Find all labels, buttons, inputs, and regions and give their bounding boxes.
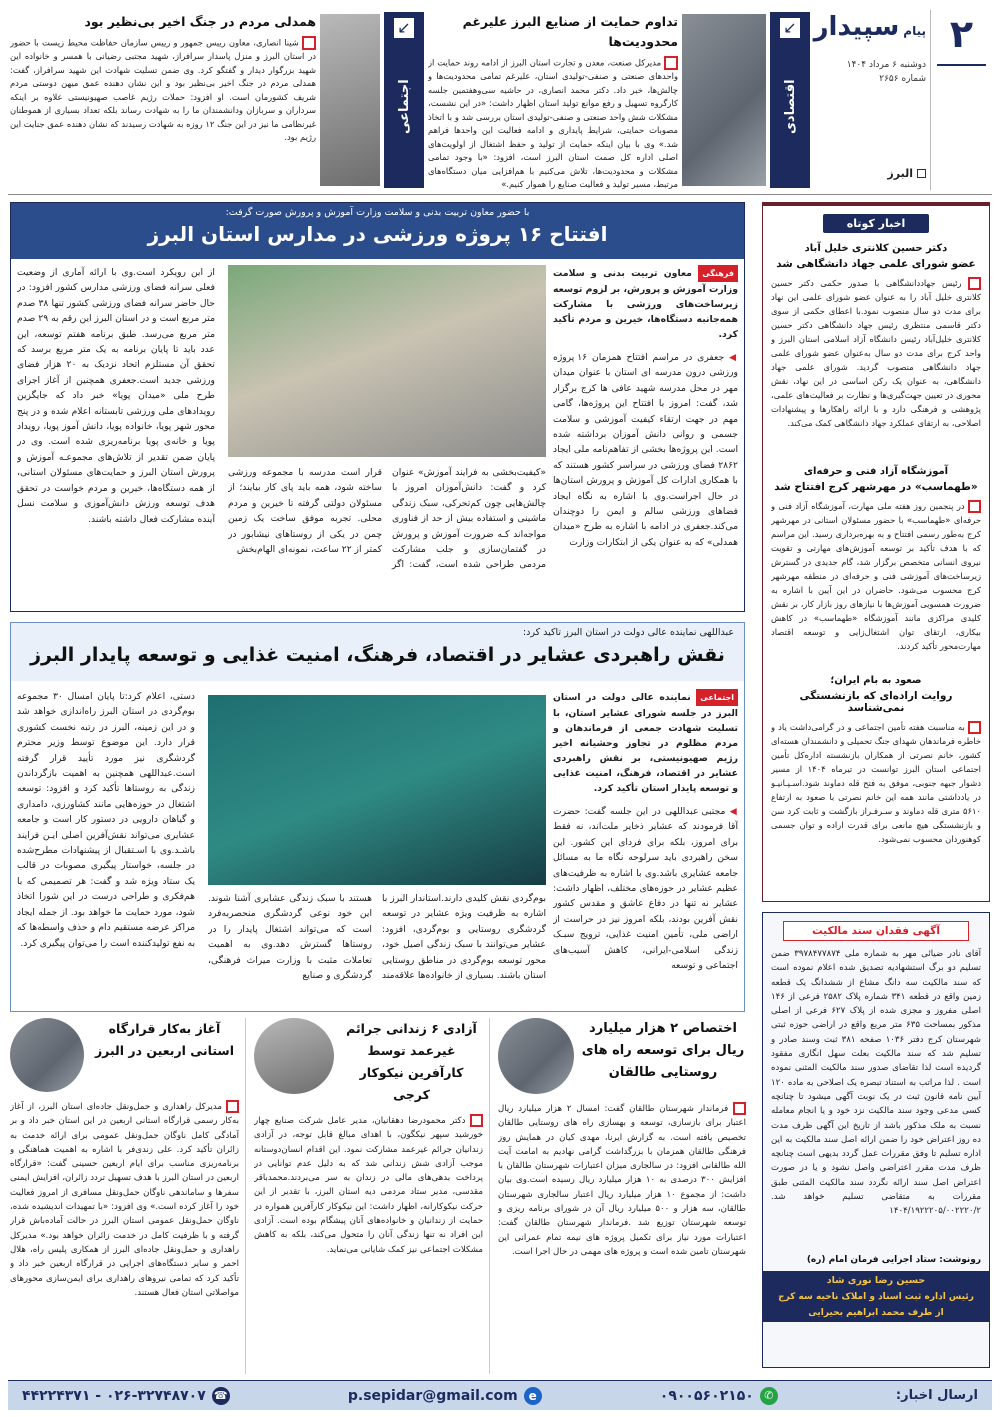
email-address[interactable]: p.sepidar@gmail.com: [347, 1387, 518, 1404]
sports-title: افتتاح ۱۶ پروژه ورزشی در مدارس استان البرز: [147, 222, 608, 246]
arrow-icon: [968, 277, 981, 290]
brief-3-body: به مناسبت هفته تأمین اجتماعی و در گرامی‌داشت یاد و خاطره فرماندهان شهدای جنگ تحمیلی و دانشمندان هسته‌ای کشور، خانم نصرتی از همکاران بازنشسته اداره‌کل تأمین اجتماعی استان البرز توانست در تیرماه ۱۴۰۴ از مسیر دشوار جبهه جنوبی، موفق به فتح قله دماوند شود.اسـپـانیـو در یادداشتی مانند همه این خانم نصرتی با صعود به ارتفاع ۵۶۱۰ متری قله دماوند و سـرفـراز بازگشت و ثابت کرد سن و بازنشستگی هیچ مانعی برای قدرت اراده و توان جسمی کوهنوردان محسوب نمی‌شود.: [771, 722, 981, 844]
arrow-down-icon: ↙: [780, 18, 800, 38]
ad-body: آقای نادر ضیائی مهر به شماره ملی ۳۹۷۸۴۷۷۸۷۴ ضمن تسلیم دو برگ استشهادیه تصدیق شده اعلام نموده است که سند مالکیت سه دانگ مشاع از ششدانگ یک قطعه زمین واقع در قطعه ۳۴۱ شماره پلاک ۲۵۸۲ فرعی از ۱۴۶ اصلی مفروز و مجزی شده از پلاک ۶۲۷ فرعی از اصلی مذکور بمساحت ۶۳۵ متر مربع واقع در اراضی حوزه ثبتی شهرستان کرج دفتر ۱۰۳۶ صفحه ۳۸۱ ثبت وسند صادر و تسلیم شد که سند مالکیت بعلت سهل انگاری مفقود گردیده است لذا تقاضای صدور سند مالکیت المثنی نموده است . لذا مراتب به استناد تبصره یک اصلاحی به ماده ۱۲۰ آیین نامه قانون ثبت در یک نوبت آگهی میشود تا چنانچه کسی مدعی وجود سند مالکیت نزد خود و یا انجام معامله نسبت به ملک مذکور باشد از تاریخ این آگهی ظرف مدت ده روز اعتراض خود را ضمن ارائه اصل سند مالکیت به این اداره تسلیم تا وفق مقررات عمل گردد بدیهی است چنانچه ظرف مدت مقرر اعتراضی واصل نشود و یا در صورت اعتراض اصل سند ارائه نگردد سند مالکیت المثنی طبق مقررات به متقاضی تسلیم خواهد شد. ۱۴۰۴/۱۹۲۲۲۰۵/۰۰۲۲۲۰/۲: [771, 949, 981, 1217]
n2-title: آزادی ۶ زندانی جرائم غیرعمد توسط کارآفرین نیکوکار کرجی: [346, 1021, 477, 1102]
arrow-icon: [226, 1100, 239, 1113]
arrow-down-icon: ↙: [394, 18, 414, 38]
ad-footer-label: رونوشت: ستاد اجرایی فرمان امام (ره): [806, 1255, 981, 1265]
sports-col2: «کیفیت‌بخشی به فرایند آموزش» عنوان کرد و گفت: دانش‌آموزان امروز با چالش‌هایی چون کم‌تحرکی، سبک زندگی ماشینی و استفاده بیش از حد از فناوری مواجه‌اند کـه ضرورت آموزش و پرورش در گفتمان‌سازی و جلب مشارکت مردمی طراحی شده است، گفت: اگر قرار است مدرسه با مجموعه ورزشی ساخته شود، همه باید پای کار بیایند؛ از مسئولان دولتی گرفته تا خیرین و مردم محلی. تجربه موفق ساخت یک زمین چمن در یکی از روستاهای نیشابور در کمتر از ۲۲ ساعت، نمونه‌ای الهام‌بخش: [228, 467, 546, 571]
brief-news-header: اخبار کوتاه: [823, 214, 929, 233]
section-tag: اجتماعی: [696, 689, 738, 706]
sports-lead: معاون تربیت بدنی و سلامت وزارت آموزش و پرورش، بر لزوم توسعه زیرساخت‌های ورزشی با مشارکت همه‌جانبه دستگاه‌ها، خیرین و مردم تأکید کرد.: [553, 268, 738, 340]
ad-signer: حسین رضا نوری شاد: [826, 1275, 926, 1286]
brief-1-title-a: دکتر حسین کلانتری خلیل آباد: [804, 243, 948, 254]
n3-portrait-photo: [10, 1018, 84, 1092]
email-icon: e: [524, 1387, 542, 1405]
top-news-photo: [682, 14, 766, 186]
n2-body: دکتر محمودرضا دهقانیان، مدیر عامل شرکت صنایع چهار خورشید سپهر نیکگون، با اهدای مبالغ قابل توجه، در آزادی زندانیان جرائم غیرعمد مشارکت نمود. این اقدام انسان‌دوستانه موجب آزادی شش زندانی شد که به دلیل عدم توانایی در پرداخت بدهی‌های مالی در زندان به سر می‌بردند.محمدباقر مقدسی، مدیر ستاد مردمی دیه استان البرز، با تقدیر از این حرکت نیکوکارانه، اظهار داشت: این نیکوکار کارآفرین همواره در حمایت از زندانیان و خانواده‌های آنان پیشگام بوده است. آزادی این افراد نه تنها زندگی آنان را متحول می‌کند، بلکه به کاهش مشکلات اجتماعی نیز کمک شایانی می‌نماید.: [254, 1116, 483, 1255]
section-tag: فرهنگی: [698, 265, 738, 282]
tribes-col3: دستی، اعلام کرد:تا پایان امسال ۳۰ مجموعه بوم‌گردی در استان البرز راه‌اندازی خواهد شد و در این زمینه، البرز در رتبه نخست کشوری قرار دارد. این موضوع توسط وزیر محترم گردشگری نیز مورد تأیید قرار گرفته است.عبداللهی همچنین به اهمیت بازگرداندن زندگی به روستاها تأکید کرد و افزود: توسعه اشتغال در حوزه‌هایی مانند کشاورزی، دامداری و گیاهان دارویی در دستور کار است و جامعه عشایری می‌تواند نقش‌آفرین اصلی ایـن فرایند باشـد.وی با اسـتقبال از پیشنهادات مطرح‌شده در جلسه، خواستار پیگیری مصوبات در قالب یک ستاد ویژه شد و گفت: هر تصمیمی که با هم‌فکری و طراحی درست در این شورا اتخاذ شود، مورد حمایت ما خواهد بود. از جمله ایجاد مراکز عرضه مستقیم دام و حذف واسطه‌ها که به نفع تولیدکننده است را می‌توان پیگیری کرد.: [17, 691, 195, 949]
sports-col3: از این رویکرد است.وی با ارائه آماری از وضعیت فعلی سرانه فضای ورزشی مدارس کشور افزود: در حال حاضر سرانه فضای ورزشی کشور تنها ۳۸ صدم متر مربع است و در استان البرز این رقم به ۲۹ صدم متر مربع می‌رسد. طبق برنامه هفتم توسعه، این عدد باید تا پایان برنامه به یک متر مربع برسد که تحقق آن مستلزم اتحاد نزدیک به ۲۰ هزار فضای ورزشی جدید است.جعفری همچنین از آغاز اجرای طرح ملی «میدان پویا» خبر داد که جایگزین رویدادهای ملی ورزشی تابستانه اعلام شده و در پنج محور شهر پویا، خانواده پویا، دانش آموز پویا، رویداد پویا و خانه‌ی پویا برنامه‌ریزی شده است. وی در پایان ضمن تقدیر از تلاش‌های مجموعـه آموزش و پرورش استان البرز و حمایت‌های مسئولان استانی، از همه دستگاه‌ها، خیرین و مردم خواست در تحقق هدف توسعه ورزش دانش‌آموزی و سلامت نسل آینده مشارکت فعال داشته باشند.: [17, 267, 215, 525]
n1-portrait-photo: [498, 1018, 574, 1094]
n3-title: آغاز به‌کار قرارگاه استانی اربعین در البرز: [94, 1021, 234, 1058]
issue-date: دوشنبه ۶ مرداد ۱۴۰۴: [846, 60, 926, 70]
masthead-divider: [8, 194, 992, 195]
footer-bar: [8, 1380, 992, 1410]
n3-body: مدیرکل راهداری و حمل‌ونقل جاده‌ای استان البرز، از آغاز به‌کار رسمی قرارگاه استانی اربعین در این استان خبر داد و بر آمادگی کامل ناوگان حمل‌ونقل عمومی برای ارائه خدمت به زائران تأکید کرد. علی زندی‌فر با اشاره به اهمیت هماهنگی و برنامه‌ریزی مناسب برای ایام اربعین حسینی گفت: «قرارگاه اربعین در استان البرز با هدف تسهیل تردد زائران، افزایش ایمنی سفرها و ساماندهی ناوگان حمل‌ونقل مسافری از امروز فعالیت خود را آغاز کرده است.» وی افزود: «با تمهیدات اندیشیده شده، ناوگان حمل‌ونقل عمومی استان البرز در حالت آماده‌باش قرار گرفته و با ظرفیت کامل در خدمت زائران خواهد بود.» مدیرکل راهداری و حمل‌ونقل جاده‌ای البرز از همکاری پلیس راه، هلال احمر و سایر دستگاه‌های اجرایی در قرارگاه اربعین خبر داد و تأکید کرد که تمامی نیروهای راهداری برای ایمن‌سازی محورهای مواصلاتی استان فعال هستند.: [10, 1102, 239, 1298]
ribbon-cutting-photo: [228, 265, 546, 457]
n1-title: اختصاص ۲ هزار میلیارد ریال برای توسعه راه های روستایی طالقان: [581, 1021, 745, 1080]
whatsapp-icon: ✆: [760, 1387, 778, 1405]
brief-2-title-a: آموزشگاه آزاد فنی و حرفه‌ای: [803, 466, 949, 477]
page-number-rule: [937, 64, 986, 66]
region-label: البرز: [887, 167, 913, 180]
top-news-body: مدیرکل صنعت، معدن و تجارت استان البرز از ادامه روند حمایت از واحدهای صنعتی و صنفی-تولیدی استان، علیرغم تمامی محدودیت‌ها و چالش‌ها، خبر داد. دکتر محمد انصاری، در حاشیه سی‌وهفتمین جلسه کارگروه تسهیل و رفع موانع تولید استان اظهار داشت: «در این نشست، مشکلات شش واحد صنعتی و صنفی-تولیدی استان بررسی شد و با اتخاذ مصوبات حمایتی، شرایط پایداری و ادامه فعالیت این واحدها فراهم شد.» وی با بیان اینکه حمایت از تولید و حفظ اشتغال از اولویت‌های اصلی اداره کل صمت استان البرز است، افزود: «با وجود تمامی مشکلات و محدودیت‌ها، تلاش می‌کنیم با هم‌افزایی میان دستگاه‌های مرتبط، مسیر تولید و فعالیت صنایع را هموار کنیم.»: [428, 57, 678, 189]
section-label-social: اجتماعی: [396, 79, 412, 135]
whatsapp-number[interactable]: ۰۹۰۰۵۶۰۲۱۵۰: [659, 1387, 754, 1404]
square-bullet-icon: [917, 169, 926, 178]
arrow-icon: [664, 56, 678, 70]
tribes-col2: بوم‌گردی نقش کلیدی دارند.استاندار البرز با اشاره به ظرفیت ویژه عشایر در توسعه گردشگری روستایی و بوم‌گردی، افزود: عشایر می‌توانند با سبک زندگی اصیل خود، محور توسعه بوم‌گردی در مناطق روستایی استان باشند. بسیاری از خانواده‌ها علاقه‌مند هستند با سبک زندگی عشایری آشنا شوند. این خود نوعی گردشگری منحصربه‌فرد است که می‌تواند اشتغال پایدار را در روستاها گسترش دهد.وی به اهمیت تعاملات مثبت با وزارت میراث فرهنگی، گردشگری و صنایع: [208, 893, 546, 982]
tribes-col1: مجتبی عبداللهی در این جلسه گفت: حضرت آقا فرمودند که عشایر ذخایر ملت‌اند، نه فقط برای امروز، بلکه برای فردای این کشور. این سخن راهبردی باید سرلوحه نگاه ما به مسائل جامعه عشایری باشد.وی با اشاره به ظرفیت‌های عظیم عشایر در حوزه‌های مختلف، اظهار داشت: عشایر نه تنها در دفاع عاشق و مقدس کشور نقش آفرین بودند، بلکه امروز نیز در حراست از اراضی ملی، تأمین امنیت غذایی، ترویج سبـک زندگی اسلامی-ایرانی، کاهش آسیب‌های اجتماعی و توسعه: [553, 806, 738, 972]
brief-1-title-b: عضو شورای علمی جهاد دانشگاهی شد: [776, 258, 976, 270]
arrow-icon: ◀: [729, 806, 738, 817]
issue-number: شماره ۲۶۵۶: [879, 74, 926, 84]
arrow-icon: [968, 721, 981, 734]
official-portrait-photo: [208, 695, 546, 885]
tribes-lead: نماینده عالی دولت در استان البرز در جلسه شورای عشایر استان، با تسلیت شهادت جمعی از فرماندهان و مردم مظلوم در تجاوز وحشیانه اخیر رژیم صهیونیستی، بر نقش راهبردی عشایر در اقتصاد، فرهنگ، امنیت غذایی و توسعه پایدار استان تأکید کرد.: [553, 692, 738, 794]
brief-3-title-a: صعود به بام ایران؛: [830, 675, 922, 686]
arrow-icon: [733, 1102, 746, 1115]
ad-on-behalf: از طرف محمد ابراهیم بحیرایی: [808, 1308, 944, 1318]
n1-body: فرماندار شهرستان طالقان گفت: امسال ۲ هزار میلیارد ریال اعتبار برای بازسازی، توسعه و بهسازی راه های روستایی طالقان تخصیص یافته است. به گزارش ایرنا، مهدی کیان در همایش روز فرهنگی طالقان همزمان با بزرگداشت گرامی نهادیم به امامت آیت الله طالقانی افزود: در سالجاری میزان اعتبارات شهرستان طالقان با افزایش ۳۰۰ درصدی به ۱۰ هزار میلیارد ریال رسیده است.وی بیان داشت: از مجموع ۱۰ هزار میلیارد ریال اعتبار سالجاری شهرستان طالقان، سه هزار و ۵۰۰ میلیارد ریال آن در شورای برنامه ریزی و توسعه شهرستان توزیع شد .فرماندار شهرستان طالقان گفت: اعتبارات مورد نیاز برای تکمیل پروژه های نیمه تمام عمرانی این شهرستان تامین شده است و پروژه های مهمی در حال اجرا است.: [498, 1104, 746, 1257]
logo: سپیدار: [813, 12, 900, 42]
arrow-icon: ◀: [729, 352, 738, 363]
brief-2-title-b: «طهماسب» در مهرشهر کرج افتتاح شد: [774, 481, 978, 493]
logo-small: پیام: [903, 24, 926, 38]
empathy-news-photo: [320, 14, 380, 186]
phone-numbers[interactable]: ۰۲۶-۳۲۷۴۸۷۰۷ - ۴۴۲۲۴۳۷۱: [22, 1387, 206, 1404]
ad-signer-title: رئیس اداره ثبت اسناد و املاک ناحیه سه کرج: [778, 1292, 974, 1302]
empathy-news-body: شینا انصاری، معاون رییس جمهور و رییس سازمان حفاظت محیط زیست با حضور در استان البرز و منزل پاسدار سرافراز، شهید مجتبی رضیانی با همسر و خانواده این شهید بزرگوار دیدار و گفتگو کرد. وی ضمن تسلیت شهادت این شهید سرافراز، گفت: همدلی مردم در جنگ اخیر بی‌نظیر بود و این نشان دهنده عمق میهن دوستی مردم شریف کشورمان است. او افزود: حملات رژیم غاصب صهیونیستی علاوه بر اینکه سرداران و سربازان ودانشمندان ما را به شهادت رساند بلکه تعداد بسیاری از هموطنان غیرنظامی ما نیز در این جنگ ۱۲ روزه به شهادت رسیدند که نشان دهنده عمق جنایت این رژیم بود.: [10, 37, 316, 142]
ad-header: آگهی فقدان سند مالکیت: [783, 921, 969, 941]
empathy-news-title: همدلی مردم در جنگ اخیر بی‌نظیر بود: [84, 14, 316, 29]
arrow-icon: [302, 36, 316, 50]
sports-kicker: با حضور معاون تربیت بدنی و سلامت وزارت آموزش و پرورش صورت گرفت:: [225, 207, 530, 218]
arrow-icon: [968, 500, 981, 513]
page-number: ۲: [949, 12, 974, 56]
tribes-title: نقش راهبردی عشایر در اقتصاد، فرهنگ، امنیت غذایی و توسعه پایدار البرز: [30, 644, 725, 666]
brief-2-body: در پنجمین روز هفته ملی مهارت، آموزشگاه آزاد فنی و حرفه‌ای «طهماسب» با حضور مسئولان استانی در مهرشهر کرج به‌طور رسمی افتتاح و به بهره‌برداری رسید. این مراسم که با هدف تأکید بر توسعه آموزش‌های مهارتی و تقویت نیروی انسانی متخصص برگزار شد، گام جدیدی در گسترش زیرساخت‌های آموزشی فنی و حرفه‌ای در منطقه مهرشهر کرج محسوب می‌شود. حاضران در این آیین با اشاره به ضرورت همسویی آموزش‌ها با نیازهای روز بازار کار، بر نقش کلیدی مراکزی مانند آموزشگاه «طهماسب» در کاهش بیکاری، ارتقای توان اشتغال‌زایی و توسعه اقتصاد مهارت‌محور تأکید کردند.: [771, 501, 981, 651]
tribes-kicker: عبداللهی نماینده عالی دولت در استان البرز تاکید کرد:: [522, 627, 734, 638]
section-label-economic: اقتصادی: [782, 79, 798, 135]
brief-1-body: رئیس جهاددانشگاهی با صدور حکمی دکتر حسین کلانتری خلیل آباد را به عنوان عضو شورای علمی این نهاد برای مدت دو سال منصوب نمود.با اعطای حکمی از سوی دکتر قاسمی منتظری رئیس جهاد دانشگاهی دکتر حسین کلانتری خلیل‌آباد رئیس دانشگاه آزاد اسلامی استان البرز و واحد کرج برای مدت دو سال به‌عنوان عضو شورای علمی جهاد دانشگاهی منصوب گردید. شورای علمی جهاد دانشگاهی، به عنوان یک رکن اساسی در این نهاد، نقش محوری در تعیین جهت‌گیری‌ها و نظارت بر فعالیت‌های علمی، پژوهشی و فرهنگی دارد و با ارائه راهکارها و پیشنهادات اصلاحی، به ارتقای عملکرد جهاد دانشگاهی کمک می‌کند.: [771, 278, 981, 428]
phone-icon: ☎: [212, 1387, 230, 1405]
sports-col1: جعفری در مراسم افتتاح همزمان ۱۶ پروژه ورزشی درون مدرسه ای استان با عنوان میدان مهر در محل مدرسه شهید عافی ها کرج برگزار شد، گفت: امروز با افتتاح این پروژه‌ها، گامی مهم در جهت ارتقاء کیفیت آموزشی و سلامت جسمی و روانی دانش آموزان برداشته شده است. این پروژه‌ها بخشی از تفاهم‌نامه ملی ایجاد ۲۸۶۲ فضای ورزشی در سراسر کشور هستند که با همکاری ادارات کل آموزش و پرورش استان‌ها در حال اجراست.وی با اشاره به نگاه ایجاد فضاهای ورزشی سالم و ایمن را دوچندان می‌کند.جعفری در ادامه با اشاره به طرح «میدان همدلی» که به عنوان یکی از ابتکارات وزارت: [553, 352, 738, 548]
top-news-title: تداوم حمایت از صنایع البرز علیرغم محدودیت‌ها: [462, 14, 678, 49]
footer-label: ارسال اخبار:: [895, 1388, 978, 1403]
arrow-icon: [470, 1114, 483, 1127]
brief-3-title-b: روایت اراده‌ای که بازنشستگی نمی‌شناسد: [799, 690, 953, 714]
n2-ceremony-photo: [254, 1018, 334, 1094]
